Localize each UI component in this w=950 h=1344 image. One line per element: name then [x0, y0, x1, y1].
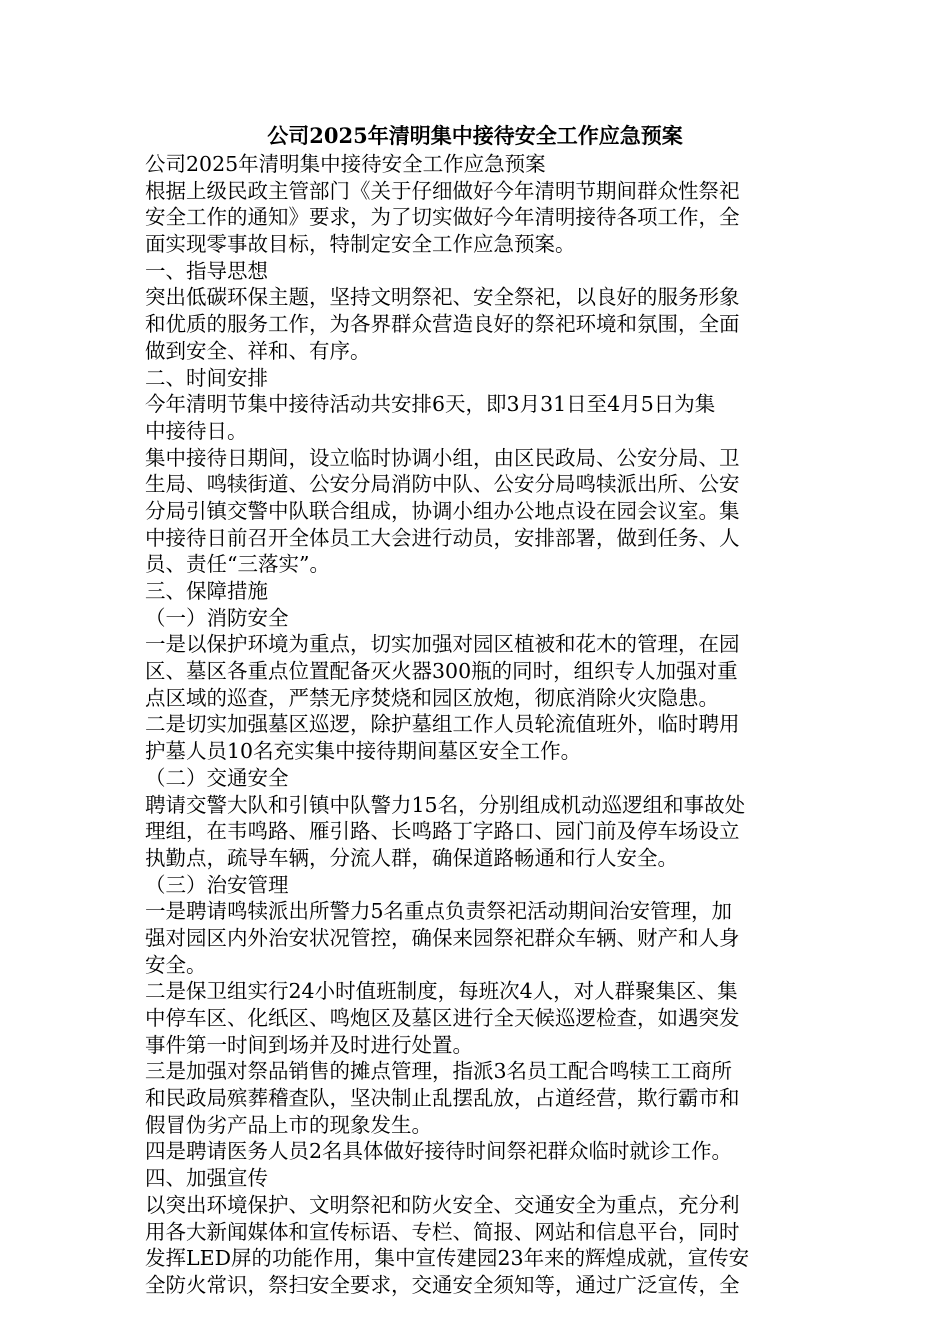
body-line: 发挥LED屏的功能作用，集中宣传建园23年来的辉煌成就，宣传安 [145, 1246, 750, 1271]
body-line: 点区域的巡查，严禁无序焚烧和园区放炮，彻底消除火灾隐患。 [145, 685, 719, 710]
body-line: 一、指导思想 [145, 258, 268, 283]
body-line: 二是切实加强墓区巡逻，除护墓组工作人员轮流值班外，临时聘用 [145, 712, 740, 737]
body-line: 三是加强对祭品销售的摊点管理，指派3名员工配合鸣犊工工商所 [145, 1059, 733, 1084]
body-line: 公司2025年清明集中接待安全工作应急预案 [145, 152, 546, 176]
body-line: 中接待日前召开全体员工大会进行动员，安排部署，做到任务、人 [145, 525, 740, 550]
body-line: 员、责任“三落实”。 [145, 552, 330, 577]
body-line: 四、加强宣传 [145, 1166, 268, 1191]
body-line: 生局、鸣犊街道、公安分局消防中队、公安分局鸣犊派出所、公安 [145, 472, 740, 497]
body-line: 面实现零事故目标，特制定安全工作应急预案。 [145, 232, 576, 257]
body-line: 中接待日。 [145, 418, 248, 443]
body-line: 集中接待日期间，设立临时协调小组，由区民政局、公安分局、卫 [145, 445, 740, 470]
body-line: （三）治安管理 [145, 872, 289, 897]
body-line: （二）交通安全 [145, 765, 289, 790]
body-line: 安全。 [145, 952, 207, 977]
body-line: 分局引镇交警中队联合组成，协调小组办公地点设在园会议室。集 [145, 498, 740, 523]
body-line: 今年清明节集中接待活动共安排6天，即3月31日至4月5日为集 [145, 392, 716, 417]
body-line: 事件第一时间到场并及时进行处置。 [145, 1032, 473, 1057]
body-line: 用各大新闻媒体和宣传标语、专栏、简报、网站和信息平台，同时 [145, 1219, 740, 1244]
body-line: 四是聘请医务人员2名具体做好接待时间祭祀群众临时就诊工作。 [145, 1139, 733, 1164]
document-page [145, 121, 805, 1299]
body-line: 执勤点，疏导车辆，分流人群，确保道路畅通和行人安全。 [145, 845, 678, 870]
body-line: 二是保卫组实行24小时值班制度，每班次4人，对人群聚集区、集 [145, 979, 738, 1004]
body-line: 区、墓区各重点位置配备灭火器300瓶的同时，组织专人加强对重 [145, 659, 738, 684]
body-line: 根据上级民政主管部门《关于仔细做好今年清明节期间群众性祭祀 [145, 178, 740, 203]
body-line: 聘请交警大队和引镇中队警力15名，分别组成机动巡逻组和事故处 [145, 792, 746, 817]
body-line: 假冒伪劣产品上市的现象发生。 [145, 1112, 432, 1137]
body-line: 一是聘请鸣犊派出所警力5名重点负责祭祀活动期间治安管理，加 [145, 899, 733, 924]
body-line: 突出低碳环保主题，坚持文明祭祀、安全祭祀，以良好的服务形象 [145, 285, 740, 310]
body-line: 三、保障措施 [145, 579, 268, 603]
body-line: 二、时间安排 [145, 365, 268, 390]
document-body [145, 151, 805, 1299]
body-line: 理组，在韦鸣路、雁引路、长鸣路丁字路口、园门前及停车场设立 [145, 819, 740, 844]
body-line: 以突出环境保护、文明祭祀和防火安全、交通安全为重点，充分利 [145, 1192, 740, 1217]
body-line: 中停车区、化纸区、鸣炮区及墓区进行全天候巡逻检查，如遇突发 [145, 1006, 740, 1030]
body-line: 和优质的服务工作，为各界群众营造良好的祭祀环境和氛围，全面 [145, 312, 740, 337]
document-title: 公司2025年清明集中接待安全工作应急预案 [267, 123, 683, 148]
body-line: 护墓人员10名充实集中接待期间墓区安全工作。 [145, 739, 582, 764]
body-line: 一是以保护环境为重点，切实加强对园区植被和花木的管理，在园 [145, 632, 740, 657]
body-line: 强对园区内外治安状况管控，确保来园祭祀群众车辆、财产和人身 [145, 925, 740, 950]
body-line: 做到安全、祥和、有序。 [145, 338, 371, 363]
body-line: 安全工作的通知》要求，为了切实做好今年清明接待各项工作，全 [145, 205, 740, 230]
body-line: 和民政局殡葬稽查队，坚决制止乱摆乱放，占道经营，欺行霸市和 [145, 1086, 740, 1111]
body-line: 全防火常识，祭扫安全要求，交通安全须知等，通过广泛宣传，全 [145, 1272, 740, 1297]
body-line: （一）消防安全 [145, 605, 289, 630]
